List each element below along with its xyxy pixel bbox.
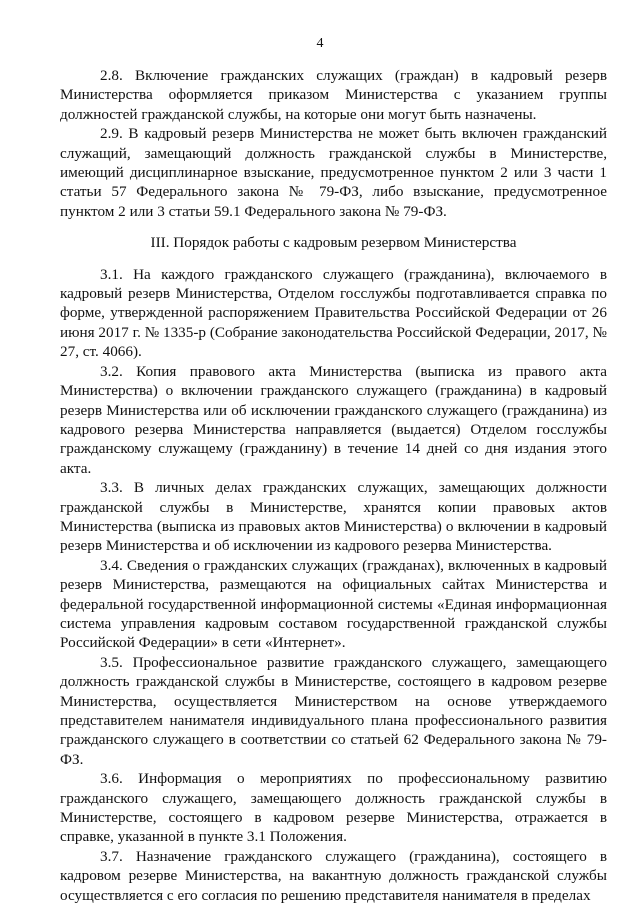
paragraph-3-7: 3.7. Назначение гражданского служащего (гражданина), состоящего в кадровом резерве Министерства, на вакантную должность гражданской службы осуществляется с его согласия по решению представителя нанимателя в пределах <box>60 847 607 904</box>
paragraph-2-8: 2.8. Включение гражданских служащих (граждан) в кадровый резерв Министерства оформляется приказом Министерства с указанием группы должностей гражданской службы, на которые они могут быть назначены. <box>60 67 607 123</box>
paragraph-3-6: 3.6. Информация о мероприятиях по профессиональному развитию гражданского служащего, замещающего должность гражданской службы в Министерстве, состоящего в кадровом резерве Министерства, отражается в справке, указанной в пункте 3.1 Положения. <box>60 770 607 846</box>
paragraph-3-3: 3.3. В личных делах гражданских служащих, замещающих должности гражданской службы в Министерстве, хранятся копии правовых актов Министерства (выписка из правовых актов Министерства) о включении в кадровый резерв Министерства и об исключении из кадрового резерва Министерства. <box>60 479 607 555</box>
paragraph-2-9: 2.9. В кадровый резерв Министерства не может быть включен гражданский служащий, замещающий должность гражданской службы в Министерстве, имеющий дисциплинарное взыскание, предусмотренное пунктом 2 или 3 части 1 статьи 57 Федерального закона № 79-ФЗ, либо взыскание, предусмотренное пунктом 2 или 3 статьи 59.1 Федерального закона № 79-ФЗ. <box>60 125 607 220</box>
page-number: 4 <box>316 36 324 51</box>
paragraph-3-4: 3.4. Сведения о гражданских служащих (гражданах), включенных в кадровый резерв Министерства, размещаются на официальных сайтах Министерства и федеральной государственной информационной системы «Единая информационная система управления кадровым составом государственной гражданской службы Российской Федерации» в сети «Интернет». <box>60 556 607 652</box>
paragraph-3-2: 3.2. Копия правового акта Министерства (выписка из правого акта Министерства) о включении гражданского служащего (гражданина) в кадровый резерв Министерства или об исключении гражданского служащего (гражданина) из кадрового резерва Министерства направляется (выдается) Отделом госслужбы гражданскому служащему (гражданину) в течение 14 дней со дня издания этого акта. <box>60 362 607 477</box>
paragraph-3-1: 3.1. На каждого гражданского служащего (гражданина), включаемого в кадровый резерв Министерства, Отделом госслужбы подготавливается справка по форме, утвержденной распоряжением Правительства Российской Федерации от 26 июня 2017 г. № 1335-р (Собрание законодательства Российской Федерации, 2017, № 27, ст. 4066). <box>60 265 607 361</box>
document-body <box>60 66 607 905</box>
paragraph-3-5: 3.5. Профессиональное развитие гражданского служащего, замещающего должность гражданской службы в Министерстве, состоящего в кадровом резерве Министерства, осуществляется Министерством на основе утверждаемого представителем нанимателя индивидуального плана профессионального развития гражданского служащего в соответствии со статьей 62 Федерального закона № 79-ФЗ. <box>60 653 607 768</box>
section-heading: III. Порядок работы с кадровым резервом Министерства <box>150 234 517 252</box>
